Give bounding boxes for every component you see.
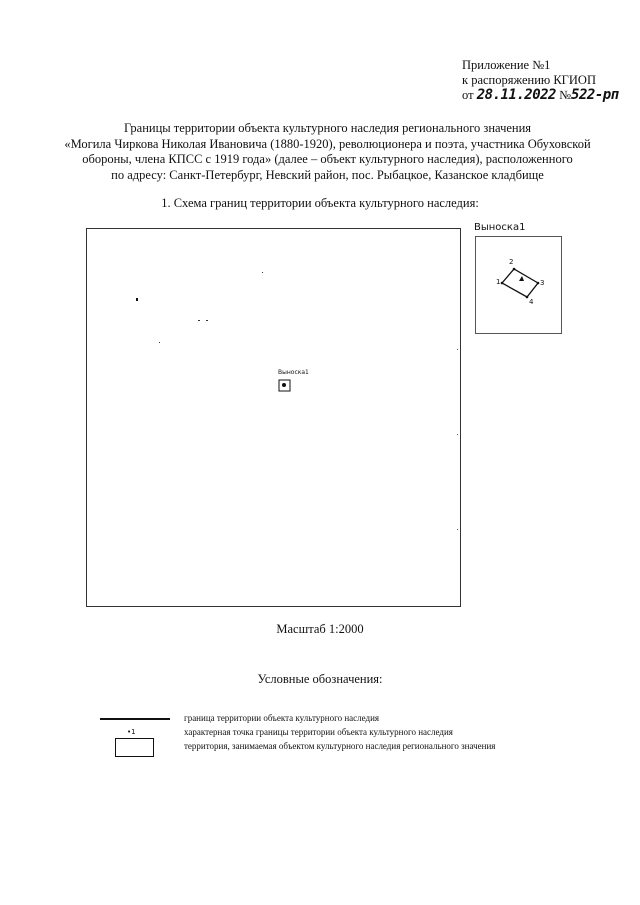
map-drawing — [87, 229, 460, 606]
legend-item-point: характерная точка границы территории объекта культурного наследия — [184, 727, 453, 737]
point-label-4: 4 — [529, 298, 534, 306]
point-label-2: 2 — [509, 258, 514, 266]
point-symbol-label: 1 — [131, 728, 136, 736]
map-dot — [457, 349, 458, 350]
appendix-from: от — [462, 88, 474, 102]
map-dot — [206, 320, 208, 321]
title-line-1: Границы территории объекта культурного наследия регионального значения — [123, 121, 532, 135]
inset-drawing — [476, 237, 561, 333]
map-frame — [86, 228, 461, 607]
title-line-4: по адресу: Санкт-Петербург, Невский район, пос. Рыбацкое, Казанское кладбище — [111, 167, 544, 182]
appendix-number-sign: № — [559, 88, 572, 102]
section-heading: 1. Схема границ территории объекта культурного наследия: — [161, 196, 479, 210]
appendix-line-2: к распоряжению КГИОП — [462, 73, 596, 87]
map-scale: Масштаб 1:2000 — [276, 622, 364, 636]
boundary-line-symbol — [100, 718, 170, 720]
title-line-2: «Могила Чиркова Николая Ивановича (1880-1920), революционера и поэта, участника Обуховской — [64, 136, 591, 151]
map-dot — [159, 342, 160, 343]
inset-object-icon — [519, 276, 524, 281]
inset-label: Выноска1 — [474, 222, 526, 233]
map-dot — [198, 320, 200, 321]
point-label-3: 3 — [540, 279, 545, 287]
map-dot — [457, 434, 458, 435]
appendix-number: 522-рп — [571, 87, 619, 103]
legend-title: Условные обозначения: — [257, 672, 383, 686]
appendix-block — [462, 58, 632, 103]
object-marker — [282, 383, 286, 387]
inset-frame — [475, 236, 562, 334]
territory-symbol — [115, 738, 154, 757]
point-symbol: •1 — [127, 728, 136, 736]
boundary-point — [513, 268, 516, 271]
map-dot — [457, 529, 458, 530]
map-dot — [262, 272, 263, 273]
appendix-line-3 — [462, 88, 632, 103]
appendix-line-1: Приложение №1 — [462, 58, 551, 72]
inset-boundary — [502, 269, 538, 297]
boundary-point — [537, 282, 540, 285]
legend-item-territory: территория, занимаемая объектом культурного наследия регионального значения — [184, 741, 496, 751]
legend-item-boundary: граница территории объекта культурного наследия — [184, 713, 380, 723]
point-label-1: 1 — [496, 278, 501, 286]
map-dot — [136, 298, 138, 301]
map-callout-label: Выноска1 — [278, 369, 309, 376]
appendix-date: 28.11.2022 — [476, 87, 556, 103]
title-line-3: обороны, члена КПСС с 1919 года» (далее – объект культурного наследия), расположенного — [82, 152, 573, 166]
boundary-point — [501, 282, 504, 285]
boundary-point — [526, 296, 529, 299]
document-title — [40, 121, 615, 183]
